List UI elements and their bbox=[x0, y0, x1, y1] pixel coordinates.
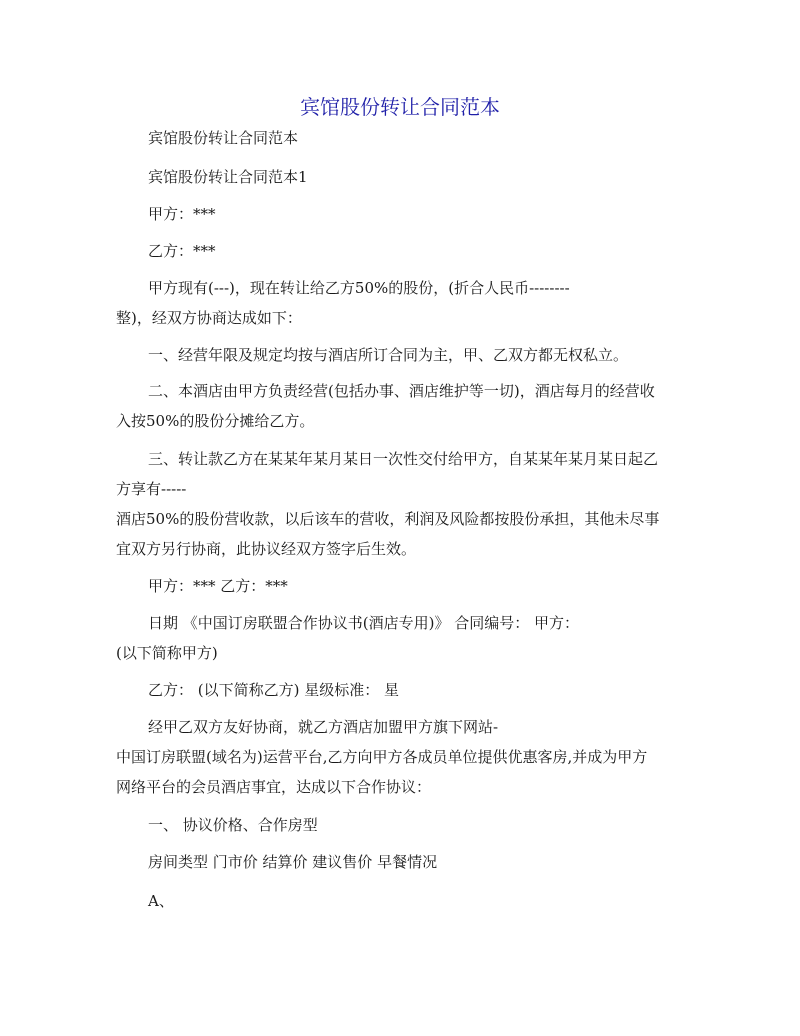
paragraph-subtitle: 宾馆股份转让合同范本 bbox=[148, 129, 299, 147]
paragraph-line: 整)，经双方协商达成如下： bbox=[116, 309, 302, 327]
agreement-intro-continued: 网络平台的会员酒店事宜，达成以下合作协议： bbox=[116, 778, 432, 796]
agreement-intro-continued: 中国订房联盟(域名为)运营平台,乙方向甲方各成员单位提供优惠客房,并成为甲方 bbox=[116, 748, 648, 766]
date-contract-line: 日期 《中国订房联盟合作协议书(酒店专用)》 合同编号： 甲方： bbox=[148, 614, 580, 632]
clause-three-continued: 宜双方另行协商，此协议经双方签字后生效。 bbox=[116, 540, 417, 558]
clause-two: 二、本酒店由甲方负责经营(包括办事、酒店维护等一切)，酒店每月的经营收 bbox=[148, 382, 655, 400]
party-b-rating-line: 乙方： (以下简称乙方) 星级标准： 星 bbox=[148, 681, 400, 699]
room-table-header: 房间类型 门市价 结算价 建议售价 早餐情况 bbox=[148, 853, 438, 871]
agreement-intro: 经甲乙双方友好协商，就乙方酒店加盟甲方旗下网站- bbox=[148, 718, 499, 736]
clause-three-continued: 酒店50%的股份营收款，以后该车的营收，利润及风险都按股份承担，其他未尽事 bbox=[116, 510, 660, 528]
paragraph-line: 甲方现有(---)，现在转让给乙方50%的股份，(折合人民币-------- bbox=[148, 279, 570, 297]
document-title: 宾馆股份转让合同范本 bbox=[300, 95, 500, 119]
paragraph-heading: 宾馆股份转让合同范本1 bbox=[148, 168, 308, 186]
section-one-heading: 一、 协议价格、合作房型 bbox=[148, 816, 318, 834]
party-b-line: 乙方：*** bbox=[148, 242, 216, 260]
clause-two-continued: 入按50%的股份分摊给乙方。 bbox=[116, 412, 315, 430]
clause-three-continued: 方享有----- bbox=[116, 480, 187, 498]
signature-line: 甲方：*** 乙方：*** bbox=[148, 577, 288, 595]
date-contract-continued: (以下简称甲方) bbox=[116, 644, 218, 662]
party-a-line: 甲方：*** bbox=[148, 205, 216, 223]
room-type-a: A、 bbox=[148, 892, 174, 910]
clause-three: 三、转让款乙方在某某年某月某日一次性交付给甲方，自某某年某月某日起乙 bbox=[148, 450, 659, 468]
clause-one: 一、经营年限及规定均按与酒店所订合同为主，甲、乙双方都无权私立。 bbox=[148, 346, 629, 364]
